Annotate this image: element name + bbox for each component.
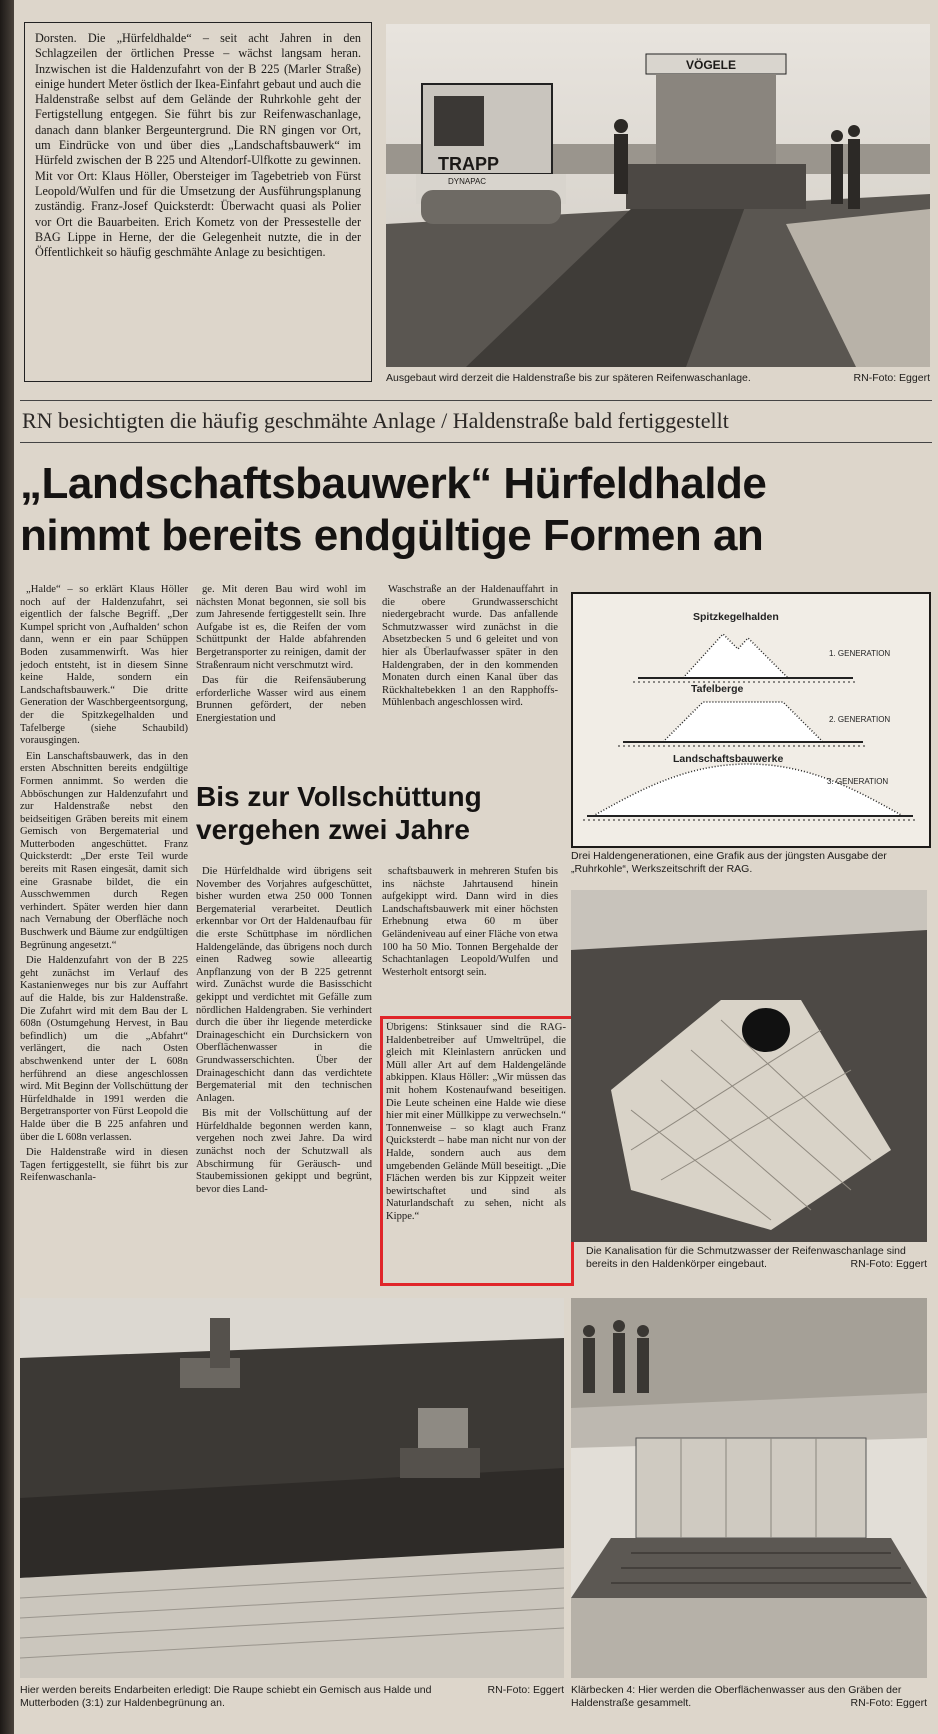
article-column-2-bottom	[196, 866, 372, 1286]
article-column-3-bottom	[382, 866, 558, 1016]
col2-paragraph: Die Hürfeldhalde wird übrigens seit November des Vorjahres aufgeschüttet, bisher wurden etwa 250 000 Tonnen Bergematerial verarbeitet. Deutlich erkennbar vor Ort der Haldenaufbau für die erste Schüttphase im nördlichen Haldengelände, das übrigens noch durch einen Radweg sowie alleeartig Anpflanzung von der B 225 getrennt wird. Zunächst wurde die Basisschicht gekippt und verdichtet mit Gefälle zum nördlichen Haldengraben. Sie verhindert durch die über ihr liegende meterdicke Drainageschicht ein Durchsickern von Oberflächenwasser in die Grundwasserschichten. Über der Drainageschicht dann das verdichtete Bergematerial mit den technischen Anlagen.	[196, 866, 372, 1104]
subhead	[196, 780, 558, 846]
roller-model-label: DYNAPAC	[448, 177, 487, 186]
spitzkegel-shape	[683, 634, 788, 678]
kicker-rule	[20, 400, 932, 401]
col2-paragraph: Das für die Reifensäuberung erforderliche Wasser wird aus einem Brunnen gefördert, der neben Energiestation und	[196, 675, 366, 724]
intro-text: Dorsten. Die „Hürfeldhalde“ – seit acht Jahren in den Schlagzeilen der örtlichen Presse – wächst langsam heran. Inzwischen ist die Haldenzufahrt von der B 225 (Marler Straße) einige hundert Meter östlich der Ikea-Einfahrt gebaut und auch die Haldenstraße selbst auf dem Gelände der Ruhrkohle geht der Fertigstellung entgegen. Sie führt bis zur Reifenwaschanlage, danach dann blanker Bergeuntergrund. Die RN gingen vor Ort, um Eindrücke von und über dies „Landschaftsbauwerk“ im Hürfeld zwischen der B 225 und Altendorf-Ulfkotte zu gewinnen. Mit vor Ort: Klaus Höller, Obersteiger im Tagebetrieb von Fürst Leopold/Wulfen und für die Umsetzung der Ausführungsplanung zuständig. Franz-Josef Quicksterdt: Überwacht quasi als Polier vor Ort die Bauarbeiten. Erich Kometz von der Pressestelle der BAG Lippe in Herne, der die Gelegenheit nutzte, die in der Öffentlichkeit so häufig geschmähte Anlage zu besichtigen.	[35, 31, 361, 260]
roller-brand-label: TRAPP	[438, 154, 500, 174]
photo-bulldozer-caption	[20, 1684, 564, 1710]
diagram-gen-1: 1. GENERATION	[829, 649, 891, 658]
photo-culvert	[571, 890, 927, 1242]
diagram-gen-3: 3. GENERATION	[827, 777, 889, 786]
diagram-label-3: Landschaftsbauwerke	[673, 753, 784, 765]
subhead-line-1: Bis zur Vollschüttung	[196, 781, 482, 812]
headline-line-2: nimmt bereits endgültige Formen an	[20, 511, 764, 560]
photo-top-credit: RN-Foto: Eggert	[853, 372, 930, 384]
intro-box	[24, 22, 372, 382]
col2-paragraph: ge. Mit deren Bau wird wohl im nächsten Monat begonnen, sie soll bis zum Jahresende fertiggestellt sein. Ihre Aufgabe ist es, die Reifen der vom Schüttpunkt der Halde abfahrenden Bergetransporter zu reinigen, damit der Straßenraum nicht verschmutzt wird.	[196, 584, 366, 671]
photo-basin-caption-text: Klärbecken 4: Hier werden die Oberflächenwasser aus den Gräben der Haldenstraße gesammelt.	[571, 1684, 902, 1709]
diagram-label-2: Tafelberge	[691, 683, 744, 695]
subhead-line-2: vergehen zwei Jahre	[196, 814, 470, 845]
article-column-2-top	[196, 584, 366, 764]
kicker: RN besichtigten die häufig geschmähte Anlage / Haldenstraße bald fertiggestellt	[22, 408, 729, 433]
settling-basin-image	[571, 1298, 927, 1678]
col3-paragraph: Waschstraße an der Haldenauffahrt in die obere Grundwasserschicht niedergebracht wurde. Das anfallende Schmutzwasser wird zunächst in die Absetzbecken 5 und 6 geleitet und von hier als Überlaufwasser später in den Haldengraben, der in den kommenden Monaten durch einen Kanal über das Rückhaltebekken 1 an den Rapphoffs-Mühlenbach angeschlossen wird.	[382, 584, 558, 709]
headline	[20, 458, 932, 562]
culvert-image	[571, 890, 927, 1242]
newspaper-page	[14, 0, 938, 1734]
col1-paragraph: Die Haldenstraße wird in diesen Tagen fertiggestellt, sie führt bis zur Reifenwaschanla-	[20, 1147, 188, 1184]
article-column-3-top	[382, 584, 558, 764]
highlight-text: Übrigens: Stinksauer sind die RAG-Haldenbetreiber auf Umweltrüpel, die gleich mit Kleinlastern anrücken und Müll aller Art auf dem Haldengelände abkippen. Klaus Höller: „Wir müssen das mit hohem Kostenaufwand beseitigen. Die Leute scheinen eine Halde wie diese hier mit einer Müllkippe zu verwechseln.“ Tonnenweise – so klagt auch Franz Quicksterdt – habe man nicht nur von der Halde, sondern auch aus dem umgebenden Gelände Müll beseitigt. „Die Flächen werden bis zur Kippzeit weiter bewirtschaftet und sind als Naturlandschaft zu sehen, nicht als Kippe.“	[386, 1022, 566, 1222]
paver-brand-label: VÖGELE	[686, 58, 737, 72]
article-column-1	[20, 584, 188, 1304]
col2-paragraph: Bis mit der Vollschüttung auf der Hürfeldhalde begonnen werden kann, vergehen noch zwei Jahre. Da wird zunächst noch der Schutzwall als Abschirmung für Geräusch- und Staubemissionen gekippt und begrünt, bevor dies Land-	[196, 1108, 372, 1195]
photo-basin-credit: RN-Foto: Eggert	[850, 1697, 927, 1709]
road-roller-vehicle	[416, 84, 566, 224]
photo-top-caption-text: Ausgebaut wird derzeit die Haldenstraße bis zur späteren Reifenwaschanlage.	[386, 372, 751, 384]
diagram-gen-2: 2. GENERATION	[829, 715, 891, 724]
col1-paragraph: Die Haldenzufahrt von der B 225 geht zunächst im Verlauf des Kastanienweges nur bis zur Auffahrt auf die Halde, bis zur Haldenstraße. Die Zufahrt wird mit dem Bau der L 608n (Ostumgehung Hervest, in Bau befindlich) um die „Abfahrt“ verlängert, die nach Osten abschwenkend unter der L 608n herführend an diese angeschlossen wird. Mit Beginn der Vollschüttung der Hürfeldhalde in 1991 werden die Bergetransporter von Fürst Leopold die Halde über die B 225 anfahren und über die L 608n verlassen.	[20, 955, 188, 1143]
landschaftsbauwerk-shape	[593, 764, 903, 816]
tafelberg-shape	[663, 702, 823, 742]
halde-generations-diagram	[571, 592, 931, 848]
col1-paragraph: „Halde“ – so erklärt Klaus Höller noch auf der Haldenzufahrt, sei eigentlich der falsche Begriff. „Der Kumpel spricht von ‚Aufhalden‘ schon dann, wenn er ein paar Schüppen Boden zusammenwirft. Was hier jedoch entsteht, ist in diesem Sinne keine Halde, sondern ein Landschaftsbauwerk.“ Die dritte Generation der Waschbergeentsorgung, der die Spitzkegelhalden und Tafelberge (siehe Schaubild) vorausgingen.	[20, 584, 188, 747]
photo-road-construction	[386, 24, 930, 367]
photo-bulldozer	[20, 1298, 564, 1678]
photo-culvert-caption	[586, 1245, 927, 1271]
diagram-svg	[573, 594, 925, 842]
photo-bulldozer-credit: RN-Foto: Eggert	[487, 1684, 564, 1696]
photo-bulldozer-caption-text: Hier werden bereits Endarbeiten erledigt: Die Raupe schiebt ein Gemisch aus Halde und Mutterboden (3:1) zur Haldenbegrünung an.	[20, 1684, 432, 1709]
road-construction-image	[386, 24, 930, 367]
photo-culvert-credit: RN-Foto: Eggert	[850, 1258, 927, 1270]
highlight-paragraph	[386, 1022, 566, 1280]
col3-paragraph: schaftsbauwerk in mehreren Stufen bis ins nächste Jahrtausend hinein aufgekippt wird. Dann wird in dies Landschaftsbauwerk mit einer höchsten Erhebnung etwa 60 m über Geländeniveau auf einer Fläche von etwa 100 ha 50 Mio. Tonnen Bergehalde der Schachtanlagen Leopold/Wulfen und Westerholt entsorgt sein.	[382, 866, 558, 978]
photo-basin-caption	[571, 1684, 927, 1710]
headline-rule	[20, 442, 932, 443]
photo-settling-basin	[571, 1298, 927, 1678]
diagram-caption: Drei Haldengenerationen, eine Grafik aus der jüngsten Ausgabe der „Ruhrkohle“, Werkszeitschrift der RAG.	[571, 850, 887, 875]
col1-paragraph: Ein Lanschaftsbauwerk, das in den ersten Abschnitten bereits endgültige Formen annimmt. So werden die Abböschungen zur Haldenzufahrt und zur Haldenstraße nebst den beidseitigen Gräben bereits mit einem Gemisch von Bergematerial und Mutterboden angeschüttet. Franz Quicksterdt: „Der erste Teil wurde bereits mit Rasen eingesät, damit sich eine Grasnabe bildet, die ein Ausschwemmen durch Regen verhindert. Später werden hier dann nach Vernabung der Oberfläche noch Buschwerk und Bäume zur endgültigen Begrünung angesetzt.“	[20, 750, 188, 951]
people-group	[583, 1320, 649, 1393]
photo-culvert-caption-text: Die Kanalisation für die Schmutzwasser der Reifenwaschanlage sind bereits in den Haldenkörper eingebaut.	[586, 1245, 906, 1270]
bulldozer-image	[20, 1298, 564, 1678]
book-spine	[0, 0, 14, 1734]
diagram-label-1: Spitzkegelhalden	[693, 611, 779, 623]
photo-top-caption	[386, 372, 930, 385]
culvert-pipe	[742, 1008, 790, 1052]
headline-line-1: „Landschaftsbauwerk“ Hürfeldhalde	[20, 459, 767, 508]
